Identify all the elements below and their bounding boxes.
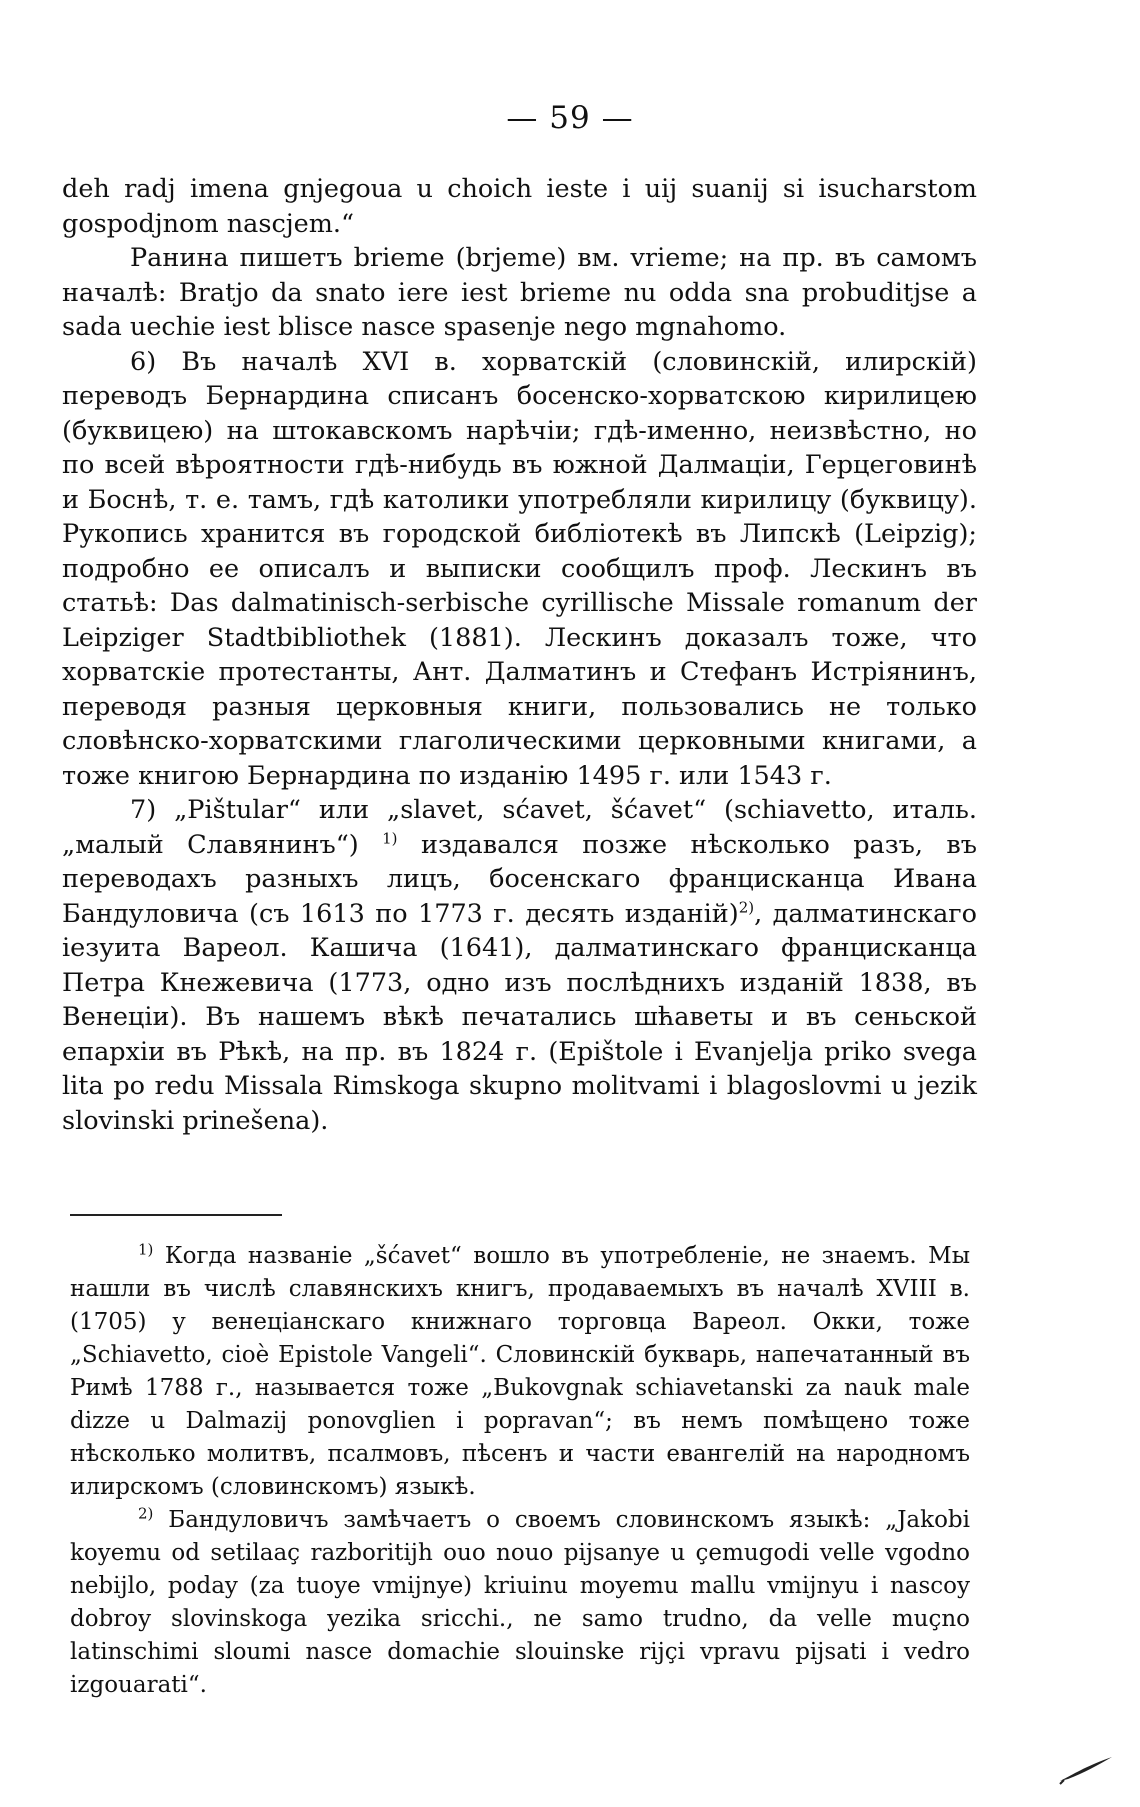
page-number: — 59 —: [506, 100, 634, 136]
quill-mark-icon: [1058, 1755, 1114, 1785]
paragraph-7: [62, 793, 977, 1138]
paragraph-6: 6) Въ началѣ XVI в. хорватскій (словинскій, илирскій) переводъ Бернардина списанъ босенско-хорватскою кирилицею (буквицею) на штокавскомъ нарѣчіи; гдѣ-именно, неизвѣстно, но по всей вѣроятности гдѣ-нибудь въ южной Далмаціи, Герцеговинѣ и Боснѣ, т. е. тамъ, гдѣ католики употребляли кирилицу (буквицу). Рукопись хранится въ городской библіотекѣ въ Липскѣ (Leipzig); подробно ее описалъ и выписки сообщилъ проф. Лескинъ въ статьѣ: Das dalmatinisch-serbische cyrillische Missale romanum der Leipziger Stadtbibliothek (1881). Лескинъ доказалъ тоже, что хорватскіе протестанты, Ант. Далматинъ и Стефанъ Истріянинъ, переводя разныя церковныя книги, пользовались не только словѣнско-хорватскими глаголическими церковными книгами, а тоже книгою Бернардина по изданію 1495 г. или 1543 г.: [62, 346, 977, 791]
paragraph-7-part-a: 7) „Pištular“ или „slavet, sćavet, šćavet“ (schiavetto, италь. „малый Славянинъ“): [62, 795, 977, 860]
footnote-1-text: Когда названіе „šćavet“ вошло въ употребленіе, не знаемъ. Мы нашли въ числѣ славянскихъ книгъ, продаваемыхъ въ началѣ XVIII в. (1705) у венеціанскаго книжнаго торговца Вареол. Окки, тоже „Schiavetto, cioè Epistole Vangeli“. Словинскій букварь, напечатанный въ Римѣ 1788 г., называется тоже „Bukovgnak schiavetanski za nauk male dizze u Dalmazij ponovglien i popravan“; въ немъ помѣщено тоже нѣсколько молитвъ, псалмовъ, пѣсенъ и части евангелій на народномъ илирскомъ (словинскомъ) языкѣ.: [70, 1243, 970, 1500]
paragraph-7-part-c: , далматинскаго іезуита Вареол. Кашича (1641), далматинскаго францисканца Петра Кнежевича (1773, одно изъ послѣднихъ изданій 1838, въ Венеціи). Въ нашемъ вѣкѣ печатались шћаветы и въ сеньской епархіи въ Рѣкѣ, на пр. въ 1824 г. (Epištole i Evanjelja priko svega lita po redu Missala Rimskoga skupno molitvami i blagoslovmi u jezik slovinski prinešena).: [62, 898, 977, 1136]
body-text: [62, 172, 977, 1138]
footnote-2-text: Бандуловичъ замѣчаетъ о своемъ словинскомъ языкѣ: „Jakobi koyemu od setilaaç razboritijh ouo nouo pijsanye u çemugodi velle vgodno nebijlo, poday (za tuoye vmijnye) kriuinu moyemu mallu vmijnyu i nascoy dobroy slovinskoga yezika sricchi., ne samo trudno, da velle muçno latinschimi sloumi nasce domachie slouinske rijçi vpravu pijsati i vedro izgouarati“.: [70, 1507, 970, 1698]
paragraph-continuation: deh radj imena gnjegoua u choich ieste i uij suanij si isucharstom gospodjnom nascjem.“: [62, 174, 977, 239]
footnotes: [70, 1240, 970, 1702]
paragraph-ranina: Ранина пишетъ brieme (brjeme) вм. vrieme; на пр. въ самомъ началѣ: Bratjo da snato iere iest brieme nu odda sna probuditjse a sada uechie iest blisce nasce spasenje nego mgnahomo.: [62, 243, 977, 342]
footnote-ref-2: 2): [738, 898, 755, 916]
paragraph-7-part-b: издавался позже нѣсколько разъ, въ переводахъ разныхъ лицъ, босенскаго францисканца Ивана Бандуловича (съ 1613 по 1773 г. десять изданій): [62, 829, 977, 929]
footnote-divider: [70, 1214, 282, 1216]
footnote-2: [70, 1504, 970, 1702]
footnote-1-mark: 1): [138, 1240, 154, 1259]
footnote-2-mark: 2): [138, 1504, 154, 1523]
footnote-1: [70, 1240, 970, 1504]
footnote-ref-1: 1): [382, 829, 398, 847]
